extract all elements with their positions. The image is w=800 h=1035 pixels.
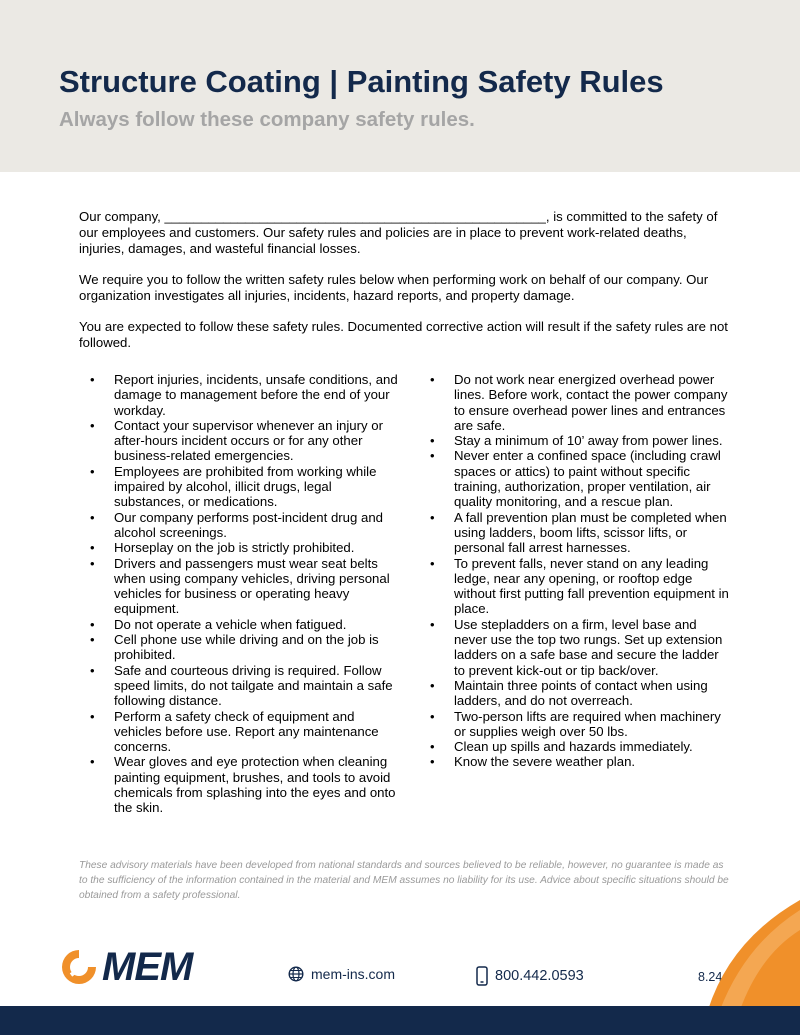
rule-item: • To prevent falls, never stand on any leading ledge, near any opening, or rooftop edge without first putting fall prevention equipment in place.	[430, 556, 730, 617]
intro-paragraph-1: Our company, ____________________________________________________, is committed to the safety of our employees and customers. Our safety rules and policies are in place to prevent work-related deaths, injuries, damages, and wasteful financial losses.	[79, 209, 718, 256]
rule-item: • Wear gloves and eye protection when cleaning painting equipment, brushes, and tools to avoid chemicals from splashing into the eyes and onto the skin.	[90, 754, 400, 815]
mem-logo	[59, 947, 192, 987]
rule-item: • Use stepladders on a firm, level base and never use the top two rungs. Set up extension ladders on a safe base and secure the ladder to prevent kick-out or tip back/over.	[430, 617, 730, 678]
rule-item: • Horseplay on the job is strictly prohibited.	[90, 540, 400, 555]
rule-item: • Clean up spills and hazards immediately.	[430, 739, 730, 754]
rule-item: • Drivers and passengers must wear seat belts when using company vehicles, driving personal vehicles for business or operating heavy equipment.	[90, 556, 400, 617]
rule-item: • Never enter a confined space (including crawl spaces or attics) to paint without specific training, authorization, proper ventilation, air quality monitoring, and a rescue plan.	[430, 448, 730, 509]
mem-logo-icon	[59, 947, 99, 987]
rule-item: • Two-person lifts are required when machinery or supplies weigh over 50 lbs.	[430, 709, 730, 740]
rule-item: • Safe and courteous driving is required. Follow speed limits, do not tailgate and maintain a safe following distance.	[90, 663, 400, 709]
phone-number[interactable]: 800.442.0593	[495, 968, 584, 984]
rule-item: • Contact your supervisor whenever an injury or after-hours incident occurs or for any other business-related emergencies.	[90, 418, 400, 464]
phone-icon	[476, 966, 488, 986]
phone-contact[interactable]	[476, 966, 584, 986]
rule-item: • Stay a minimum of 10’ away from power lines.	[430, 433, 730, 448]
rule-item: • Cell phone use while driving and on the job is prohibited.	[90, 632, 400, 663]
intro-paragraph-2: We require you to follow the written safety rules below when performing work on behalf of our company. Our organization investigates all injuries, incidents, hazard reports, and property damage.	[79, 272, 709, 303]
rule-item: • Know the severe weather plan.	[430, 754, 730, 769]
rule-item: • Employees are prohibited from working while impaired by alcohol, illicit drugs, legal substances, or medications.	[90, 464, 400, 510]
website-contact[interactable]	[288, 966, 395, 982]
document-version: 8.24	[698, 970, 723, 984]
rule-item: • Perform a safety check of equipment and vehicles before use. Report any maintenance concerns.	[90, 709, 400, 755]
intro-section	[79, 209, 729, 366]
footer-bar	[0, 1006, 800, 1035]
intro-paragraph-3: You are expected to follow these safety rules. Documented corrective action will result if the safety rules are not followed.	[79, 319, 728, 350]
rule-item: • Maintain three points of contact when using ladders, and do not overreach.	[430, 678, 730, 709]
header-banner	[0, 0, 800, 172]
globe-icon	[288, 966, 304, 982]
rule-item: • Do not work near energized overhead power lines. Before work, contact the power company to ensure overhead power lines and entrances are safe.	[430, 372, 730, 433]
rule-item: • Report injuries, incidents, unsafe conditions, and damage to management before the end of your workday.	[90, 372, 400, 418]
orange-swoosh-graphic	[700, 900, 800, 1010]
logo-wordmark: MEM	[102, 945, 193, 989]
rule-item: • A fall prevention plan must be completed when using ladders, boom lifts, scissor lifts, or personal fall arrest harnesses.	[430, 510, 730, 556]
rule-item: • Our company performs post-incident drug and alcohol screenings.	[90, 510, 400, 541]
disclaimer-text: These advisory materials have been developed from national standards and sources believed to be reliable, however, no guarantee is made as to the sufficiency of the information contained in the material and MEM assumes no liability for its use. Advice about specific situations should be obtained from a safety professional.	[79, 860, 729, 901]
page-title: Structure Coating | Painting Safety Rules	[59, 64, 664, 99]
rules-list-right	[430, 372, 730, 770]
rules-list-left	[90, 372, 400, 816]
rule-item: • Do not operate a vehicle when fatigued.	[90, 617, 400, 632]
website-link[interactable]: mem-ins.com	[311, 966, 396, 982]
page-subtitle: Always follow these company safety rules.	[59, 108, 475, 131]
